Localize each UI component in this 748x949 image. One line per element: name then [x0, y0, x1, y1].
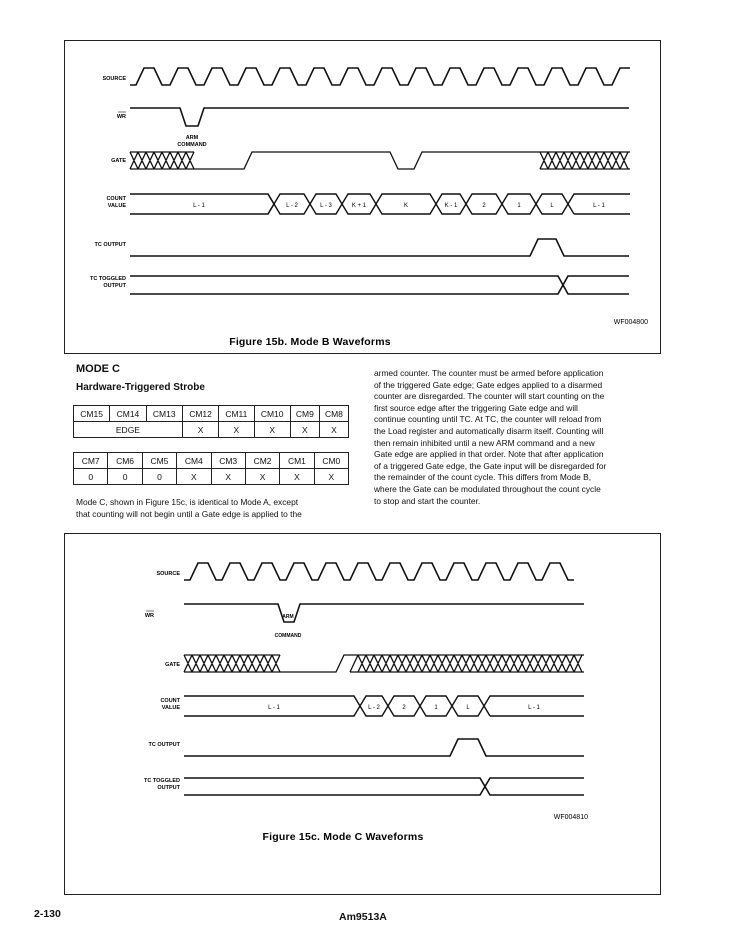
reg-value: X [319, 422, 348, 438]
text-line: the remainder of the count cycle. This differs from Mode B, [374, 472, 592, 483]
page-number: 2-130 [34, 908, 61, 920]
figure-15c-diagram [64, 533, 661, 895]
caption-15b: Figure 15b. Mode B Waveforms [229, 336, 391, 348]
arm-command-2: COMMAND [177, 142, 207, 148]
count-value-1: L - 2 [286, 203, 298, 209]
count-value-4: L [466, 705, 470, 711]
part-number: Am9513A [339, 911, 387, 923]
reg-header: CM8 [319, 406, 348, 422]
mode-c-title: MODE C [76, 363, 120, 375]
reg-value: 0 [108, 469, 142, 485]
label-gate: GATE [165, 662, 180, 668]
gate-waveform [184, 655, 584, 672]
count-value-bus [184, 696, 584, 716]
text-line: counter are disregarded. The counter will start counting on the [374, 391, 605, 402]
count-value-1: L - 2 [368, 705, 380, 711]
reg-header: CM3 [211, 453, 245, 469]
count-value-0: L - 1 [193, 203, 205, 209]
reg-value: 0 [74, 469, 108, 485]
count-value-2: 2 [402, 705, 406, 711]
caption-15c: Figure 15c. Mode C Waveforms [262, 831, 424, 843]
mode-c-paragraph-right [374, 368, 658, 507]
label-count-2: VALUE [161, 705, 180, 711]
text-line: of a triggered Gate edge, the Gate input will be disregarded for [374, 460, 607, 471]
text-line: where the Gate can be modulated throughout the count cycle [374, 483, 601, 494]
arm-command-2: COMMAND [274, 633, 302, 639]
wr-waveform [184, 604, 584, 622]
tc-toggled-waveform [130, 276, 629, 294]
reg-value: X [245, 469, 279, 485]
reg-header: CM2 [245, 453, 279, 469]
reg-value: X [280, 469, 314, 485]
count-value-8: L [550, 203, 554, 209]
reg-value: X [254, 422, 290, 438]
label-count-2: VALUE [107, 203, 126, 209]
source-waveform [130, 68, 630, 85]
count-value-2: L - 3 [320, 203, 332, 209]
tc-toggled-waveform [184, 778, 584, 795]
register-table-lower [73, 452, 349, 485]
mode-c-paragraph-left [76, 497, 356, 520]
text-line: Mode C, shown in Figure 15c, is identical to Mode A, except [76, 497, 299, 507]
count-value-9: L - 1 [593, 203, 605, 209]
tc-output-waveform [184, 739, 584, 756]
reg-value: 0 [142, 469, 176, 485]
reg-header: CM12 [182, 406, 218, 422]
register-table-upper [73, 405, 349, 438]
label-tc-toggled-1: TC TOGGLED [90, 276, 126, 282]
reg-value: X [177, 469, 211, 485]
reg-header: CM15 [74, 406, 110, 422]
count-value-bus [130, 194, 630, 214]
reg-header: CM0 [314, 453, 348, 469]
count-value-0: L - 1 [268, 705, 280, 711]
reg-header: CM10 [254, 406, 290, 422]
tc-output-waveform [130, 239, 629, 256]
reg-value: X [219, 422, 254, 438]
label-count-1: COUNT [160, 698, 180, 704]
label-wr: WR [116, 114, 126, 120]
label-gate: GATE [111, 158, 126, 164]
reg-value: X [211, 469, 245, 485]
text-line: Gate edge are applied in that order. Note that after application [374, 449, 604, 460]
text-line: continue counting until TC. At TC, the counter will reload from [374, 414, 602, 425]
text-line: armed counter. The counter must be armed before application [374, 368, 604, 378]
reg-header: CM4 [177, 453, 211, 469]
count-value-3: 1 [434, 705, 438, 711]
text-line: of the triggered Gate edge; Gate edges applied to a disarmed [374, 379, 603, 390]
label-wr: WR [144, 613, 154, 619]
reg-header: CM14 [110, 406, 146, 422]
fig-id-15c: WF004810 [553, 814, 588, 821]
arm-command-1: ARM [282, 614, 294, 620]
label-count-1: COUNT [106, 196, 126, 202]
reg-edge-cell: EDGE [74, 422, 183, 438]
reg-header: CM13 [146, 406, 182, 422]
arm-command-1: ARM [185, 135, 199, 141]
text-line: that counting will not begin until a Gate edge is applied to the [76, 508, 302, 519]
text-line: to stop and start the counter. [374, 495, 481, 506]
reg-header: CM1 [280, 453, 314, 469]
fig-id-15b: WF004800 [613, 319, 648, 326]
reg-value: X [314, 469, 348, 485]
reg-value: X [182, 422, 218, 438]
count-value-3: K + 1 [351, 203, 367, 209]
reg-header: CM6 [108, 453, 142, 469]
label-tc-toggled-2: OUTPUT [103, 283, 126, 289]
count-value-6: 2 [482, 203, 486, 209]
label-source: SOURCE [156, 571, 180, 577]
label-tc-output: TC OUTPUT [148, 742, 180, 748]
label-source: SOURCE [102, 76, 126, 82]
label-tc-toggled-1: TC TOGGLED [144, 778, 180, 784]
gate-waveform [130, 152, 630, 169]
label-tc-toggled-2: OUTPUT [157, 785, 180, 791]
count-value-5: K - 1 [444, 203, 458, 209]
count-value-7: 1 [517, 203, 521, 209]
count-value-5: L - 1 [528, 705, 540, 711]
mode-c-subtitle: Hardware-Triggered Strobe [76, 382, 205, 393]
source-waveform [184, 563, 574, 580]
wr-waveform [130, 108, 629, 126]
reg-header: CM9 [290, 406, 319, 422]
figure-15b-diagram [64, 40, 661, 354]
reg-header: CM7 [74, 453, 108, 469]
text-line: then remain inhibited until a new ARM command and a new [374, 437, 595, 448]
count-value-4: K [403, 203, 409, 209]
label-tc-output: TC OUTPUT [94, 242, 126, 248]
reg-header: CM5 [142, 453, 176, 469]
reg-value: X [290, 422, 319, 438]
reg-header: CM11 [219, 406, 254, 422]
text-line: first source edge after the triggering Gate edge and will [374, 402, 578, 413]
text-line: the Load register and automatically disarm itself. Counting will [374, 425, 604, 436]
